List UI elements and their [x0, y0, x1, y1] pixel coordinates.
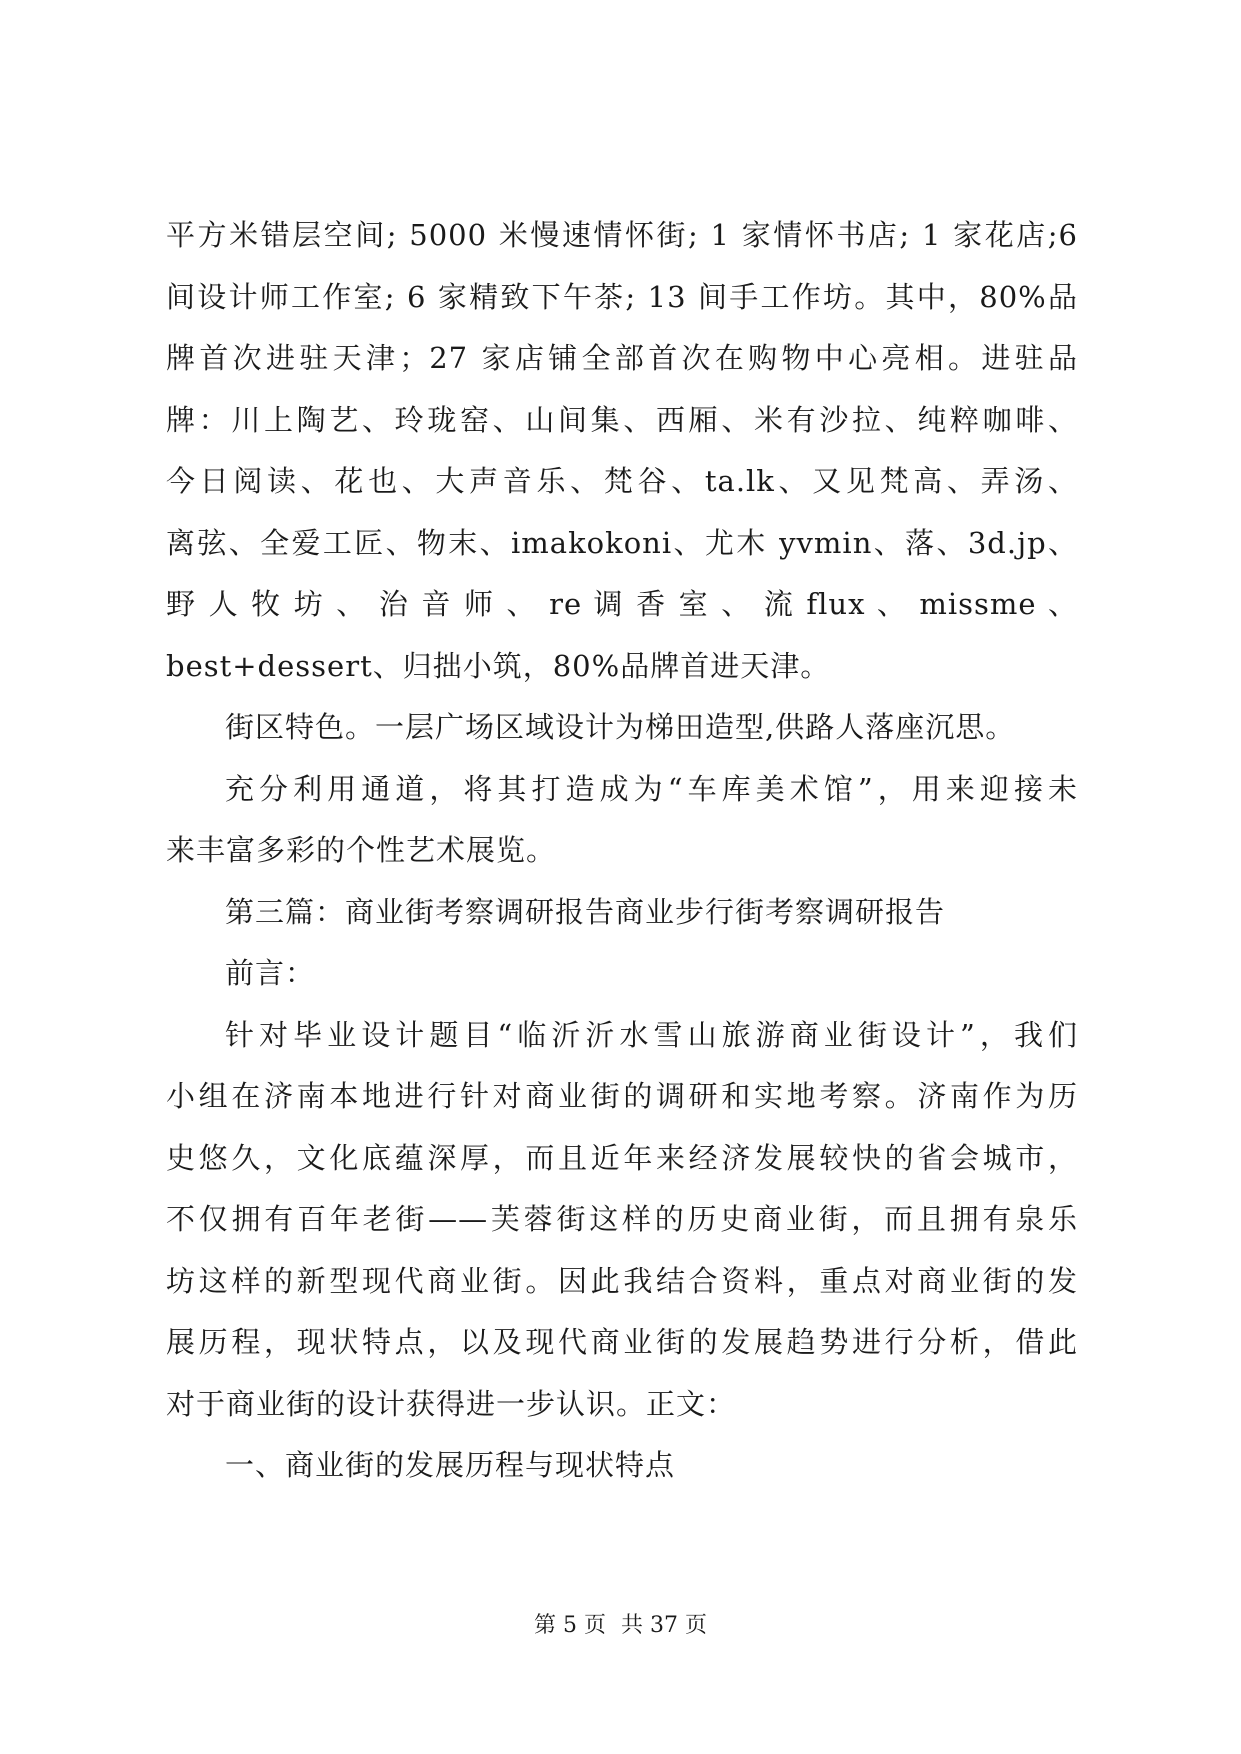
text-line: 平方米错层空间; 5000 米慢速情怀街; 1 家情怀书店; 1 家花店;6	[166, 218, 1078, 252]
text-line: 街区特色。一层广场区域设计为梯田造型,供路人落座沉思。	[225, 710, 1016, 744]
text-line: 不仅拥有百年老街——芙蓉街这样的历史商业街，而且拥有泉乐	[166, 1202, 1078, 1236]
text-line: 前言：	[225, 956, 316, 990]
page-number: 第 5 页	[534, 1613, 606, 1638]
text-line: best+dessert、归拙小筑，80%品牌首进天津。	[166, 648, 831, 683]
text-line: 野 人 牧 坊 、 治 音 师 、 re 调 香 室 、 流 flux 、 missme 、	[166, 587, 1078, 621]
text-line: 坊这样的新型现代商业街。因此我结合资料，重点对商业街的发	[166, 1263, 1078, 1298]
text-line: 对于商业街的设计获得进一步认识。正文：	[166, 1386, 737, 1421]
paragraph	[166, 882, 1078, 944]
text-line: 牌首次进驻天津；27 家店铺全部首次在购物中心亮相。进驻品	[166, 341, 1078, 375]
text-line: 来丰富多彩的个性艺术展览。	[166, 833, 557, 867]
text-line: 第三篇：商业街考察调研报告商业步行街考察调研报告	[225, 894, 946, 929]
text-line: 一、商业街的发展历程与现状特点	[225, 1448, 676, 1482]
paragraph	[166, 943, 1078, 1005]
paragraph	[166, 1435, 1078, 1497]
text-line: 展历程，现状特点，以及现代商业街的发展趋势进行分析，借此	[166, 1325, 1078, 1359]
text-line: 小组在济南本地进行针对商业街的调研和实地考察。济南作为历	[166, 1079, 1078, 1113]
text-line: 充分利用通道，将其打造成为“车库美术馆”，用来迎接未	[225, 771, 1078, 806]
text-line: 间设计师工作室; 6 家精致下午茶; 13 间手工作坊。其中，80%品	[166, 279, 1078, 314]
paragraph	[166, 1005, 1078, 1436]
text-line: 离弦、全爱工匠、物末、imakokoni、尤木 yvmin、落、3d.jp、	[166, 525, 1078, 560]
page-total: 共 37 页	[621, 1613, 707, 1638]
document-body	[166, 205, 1078, 1497]
page-footer	[0, 1608, 1241, 1639]
paragraph	[166, 205, 1078, 697]
text-line: 牌：川上陶艺、玲珑窑、山间集、西厢、米有沙拉、纯粹咖啡、	[166, 402, 1078, 437]
text-line: 今日阅读、花也、大声音乐、梵谷、ta.lk、又见梵高、弄汤、	[166, 464, 1078, 498]
paragraph	[166, 697, 1078, 759]
text-line: 史悠久，文化底蕴深厚，而且近年来经济发展较快的省会城市，	[166, 1140, 1078, 1175]
text-line: 针对毕业设计题目“临沂沂水雪山旅游商业街设计”，我们	[225, 1017, 1078, 1052]
paragraph	[166, 759, 1078, 882]
